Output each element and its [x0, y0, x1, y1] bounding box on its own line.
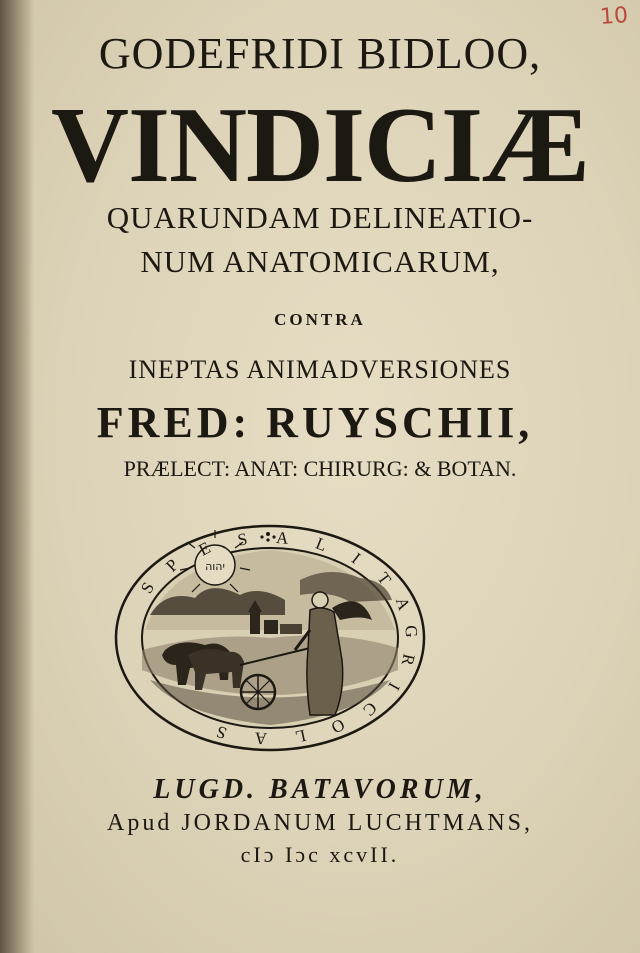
- motto-letter: G: [401, 624, 422, 639]
- motto-letter: S: [235, 529, 249, 550]
- subtitle-line-2: NUM ANATOMICARUM,: [140, 244, 500, 279]
- motto-letter: O: [328, 714, 349, 738]
- motto-letter: P: [162, 555, 183, 576]
- motto-letter: I: [384, 679, 404, 694]
- motto-letter: L: [293, 725, 308, 747]
- motto-letter: L: [313, 533, 330, 556]
- contra-line: CONTRA: [274, 310, 366, 329]
- motto-letter: A: [253, 728, 268, 749]
- motto-letter: A: [391, 594, 414, 613]
- against-line: INEPTAS ANIMADVERSIONES: [128, 355, 512, 384]
- motto-letter: S: [213, 721, 230, 743]
- opponent-titles: PRÆLECT: ANAT: CHIRURG: & BOTAN.: [123, 456, 517, 481]
- sun-inscription: יהוה: [205, 560, 225, 573]
- book-title: VINDICIÆ: [50, 86, 590, 205]
- page-number: 10: [599, 3, 629, 30]
- motto-letter: I: [348, 549, 365, 568]
- motto-letter: S: [136, 578, 159, 597]
- imprint-city: LUGD. BATAVORUM,: [153, 774, 487, 805]
- motto-letter: A: [275, 527, 290, 548]
- motto-letter: C: [359, 698, 381, 720]
- imprint-year: cIɔ Iɔc xcvII.: [240, 842, 400, 867]
- motto-letter: R: [397, 652, 419, 668]
- ornament-icon: [260, 532, 275, 542]
- motto-letter: E: [195, 538, 214, 560]
- printers-emblem: [110, 520, 430, 755]
- opponent-name: FRED: RUYSCHII,: [96, 398, 534, 447]
- author-line: GODEFRIDI BIDLOO,: [98, 29, 542, 78]
- subtitle-line-1: QUARUNDAM DELINEATIO-: [106, 200, 534, 235]
- imprint-publisher: Apud JORDANUM LUCHTMANS,: [106, 810, 534, 836]
- motto-letter: T: [373, 568, 395, 589]
